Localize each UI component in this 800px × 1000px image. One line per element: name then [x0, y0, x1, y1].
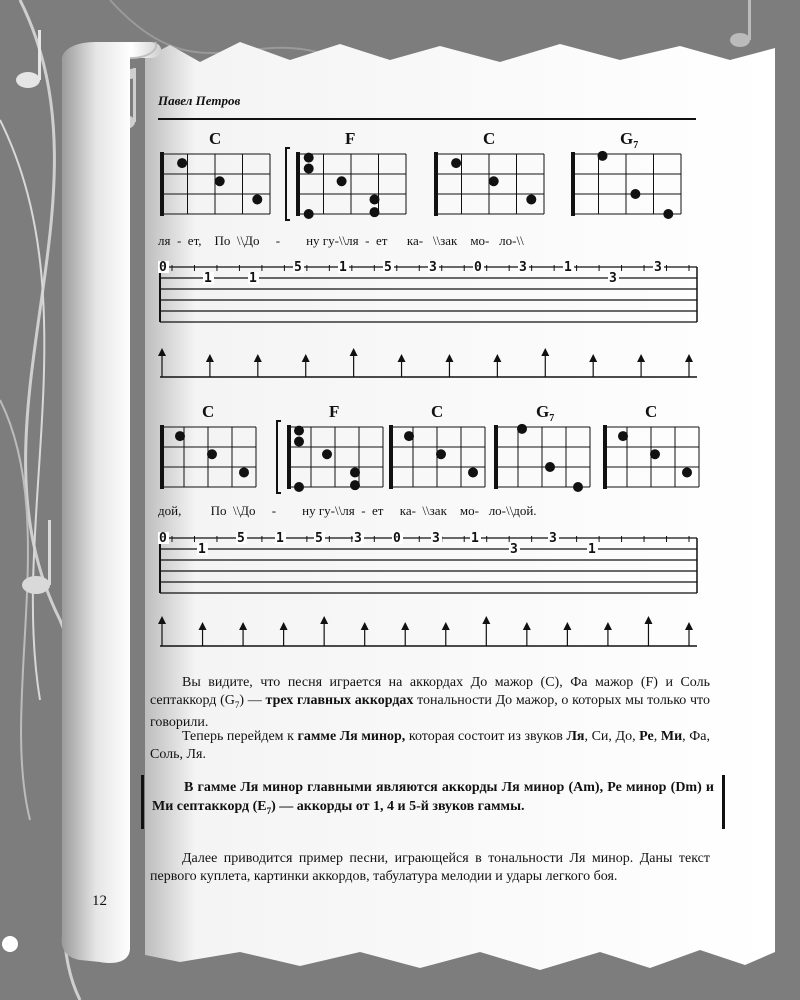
strum-arrow-icon [254, 354, 262, 362]
chord-name-label: F [329, 402, 340, 421]
chord-name-label: C [209, 129, 222, 148]
text-span: Вы видите, что песня играется на аккордах До мажор (C), Фа мажор (F) и Соль септаккорд (G [150, 675, 710, 708]
strum-arrow-icon [350, 348, 358, 356]
chord-dot [294, 437, 304, 447]
text-span: Далее приводится пример песни, играющейся в тональности Ля минор. Даны текст первого куплета, картинки аккордов, табулатура мелодии и удары легкого боя. [150, 851, 710, 884]
chord-dot [663, 209, 673, 219]
strum-arrow-icon [482, 616, 490, 624]
text-span: , [653, 729, 661, 744]
chord-dot [404, 431, 414, 441]
tab-fret-number: 0 [159, 531, 167, 546]
bold-phrase: Ля [566, 729, 585, 744]
chord-dot [468, 467, 478, 477]
chord-dot [239, 467, 249, 477]
chord-nut [296, 152, 300, 216]
chord-dot [207, 449, 217, 459]
text-span: Теперь перейдем к [182, 729, 298, 744]
strum-arrow-icon [320, 616, 328, 624]
tab-fret-number: 1 [198, 542, 206, 557]
paragraph-next-example [150, 850, 710, 886]
tab-fret-number: 3 [609, 271, 617, 286]
strum-arrow-icon [361, 622, 369, 630]
tab-fret-number: 0 [393, 531, 401, 546]
strum-arrow-icon [493, 354, 501, 362]
chord-dot [175, 431, 185, 441]
tab-fret-number: 5 [315, 531, 323, 546]
strum-arrow-icon [637, 354, 645, 362]
chord-dot [682, 467, 692, 477]
chord-name-label: C [431, 402, 444, 421]
chord-nut [603, 425, 607, 489]
chord-dot [489, 176, 499, 186]
chord-name-label: C [202, 402, 215, 421]
strum-arrow-icon [445, 354, 453, 362]
lyrics-line-2: дой, По \\До - ну гу-\\ля - ет ка- \\зак мо- ло-\\дой. [158, 503, 537, 518]
chord-nut [494, 425, 498, 489]
tab-fret-number: 3 [354, 531, 362, 546]
tab-fret-number: 5 [294, 260, 302, 275]
chord-diagram-c [160, 402, 256, 489]
text-span: В гамме Ля минор главными являются аккорды Ля минор (Am), Ре минор (Dm) и Ми септаккорд (E [152, 780, 714, 814]
strum-arrow-icon [685, 354, 693, 362]
chord-nut [571, 152, 575, 216]
chord-dot [294, 426, 304, 436]
chord-subscript: 7 [633, 140, 639, 151]
tab-fret-number: 5 [237, 531, 245, 546]
strum-arrow-icon [199, 622, 207, 630]
chord-dot [215, 176, 225, 186]
strum-arrow-icon [398, 354, 406, 362]
strum-arrow-icon [302, 354, 310, 362]
chord-dot [370, 207, 380, 217]
chord-dot [252, 194, 262, 204]
tab-fret-number: 0 [474, 260, 482, 275]
highlight-note-box [141, 775, 725, 829]
bold-phrase: трех главных аккордах [265, 693, 414, 708]
tab-fret-number: 1 [204, 271, 212, 286]
strum-arrow-icon [158, 348, 166, 356]
tab-fret-number: 1 [471, 531, 479, 546]
tab-fret-number: 1 [588, 542, 596, 557]
chord-nut [160, 152, 164, 216]
chord-name-label: C [483, 129, 496, 148]
subscript: 7 [266, 805, 272, 816]
chord-dot [618, 431, 628, 441]
chord-dot [451, 158, 461, 168]
tab-fret-number: 3 [549, 531, 557, 546]
tab-fret-number: 3 [432, 531, 440, 546]
chord-dot [294, 482, 304, 492]
tab-fret-number: 3 [429, 260, 437, 275]
chord-dot [350, 480, 360, 490]
paragraph-chords-summary [150, 674, 710, 732]
chord-dot [304, 209, 314, 219]
chord-dot [337, 176, 347, 186]
chord-nut [160, 425, 164, 489]
chord-dot [573, 482, 583, 492]
tab-fret-number: 1 [276, 531, 284, 546]
chord-nut [434, 152, 438, 216]
text-span: ) — аккорды от 1, 4 и 5-й звуков гаммы. [271, 799, 525, 814]
chord-dot [545, 462, 555, 472]
strum-arrow-icon [158, 616, 166, 624]
tab-fret-number: 1 [249, 271, 257, 286]
chord-name-label: F [345, 129, 356, 148]
chord-subscript: 7 [549, 413, 555, 424]
chord-dot [598, 151, 608, 161]
subscript: 7 [234, 699, 240, 710]
text-span: ) — [239, 693, 266, 708]
text-span: которая состоит из звуков [405, 729, 567, 744]
text-span: тональности До мажор, о которых мы только что говорили. [150, 693, 710, 730]
chord-diagram-g7 [494, 402, 590, 492]
tab-fret-number: 3 [519, 260, 527, 275]
bold-phrase: гамме Ля минор, [297, 729, 406, 744]
tab-fret-number: 0 [159, 260, 167, 275]
chord-dot [177, 158, 187, 168]
chord-dot [436, 449, 446, 459]
text-span: , Фа, Соль, Ля. [150, 729, 711, 762]
chord-diagram-g7 [571, 129, 681, 219]
strum-arrow-icon [401, 622, 409, 630]
chord-dot [322, 449, 332, 459]
paragraph-a-minor-scale [150, 728, 710, 764]
chord-diagram-c [603, 402, 699, 489]
strum-arrows [158, 348, 697, 377]
strum-arrow-icon [239, 622, 247, 630]
chord-dot [370, 194, 380, 204]
chord-dot [630, 189, 640, 199]
lyrics-line-1: ля - ет, По \\До - ну гу-\\ля - ет ка- \\зак мо- ло-\\ [158, 233, 524, 248]
header-author: Павел Петров [158, 93, 241, 108]
chord-dot [517, 424, 527, 434]
chord-name-label: $G_7$ [536, 402, 555, 424]
chord-dot [526, 194, 536, 204]
chord-diagram-c [160, 129, 270, 216]
barre-bracket [286, 148, 290, 220]
chord-diagram-c [434, 129, 544, 216]
chord-name-label: $G_7$ [620, 129, 639, 151]
chord-dot [650, 449, 660, 459]
strum-arrow-icon [523, 622, 531, 630]
strum-arrow-icon [206, 354, 214, 362]
strum-arrow-icon [604, 622, 612, 630]
chord-dot [350, 467, 360, 477]
tablature [158, 260, 697, 322]
chord-nut [287, 425, 291, 489]
chord-dot [304, 153, 314, 163]
tablature [158, 531, 697, 593]
tab-fret-number: 1 [339, 260, 347, 275]
strum-arrows [158, 616, 697, 646]
page-number: 12 [92, 893, 107, 909]
tab-fret-number: 3 [510, 542, 518, 557]
bold-phrase: Ре [639, 729, 654, 744]
chord-dot [304, 164, 314, 174]
bold-phrase: Ми [660, 729, 683, 744]
strum-arrow-icon [685, 622, 693, 630]
strum-arrow-icon [541, 348, 549, 356]
tab-fret-number: 5 [384, 260, 392, 275]
strum-arrow-icon [280, 622, 288, 630]
chord-nut [389, 425, 393, 489]
strum-arrow-icon [644, 616, 652, 624]
strum-arrow-icon [589, 354, 597, 362]
chord-diagram-c [389, 402, 485, 489]
chord-diagram-f [277, 402, 383, 493]
chord-diagram-f [286, 129, 406, 220]
chord-name-label: C [645, 402, 658, 421]
text-span: , Си, До, [584, 729, 640, 744]
tab-fret-number: 1 [564, 260, 572, 275]
barre-bracket [277, 421, 281, 493]
strum-arrow-icon [563, 622, 571, 630]
strum-arrow-icon [442, 622, 450, 630]
tab-fret-number: 3 [654, 260, 662, 275]
